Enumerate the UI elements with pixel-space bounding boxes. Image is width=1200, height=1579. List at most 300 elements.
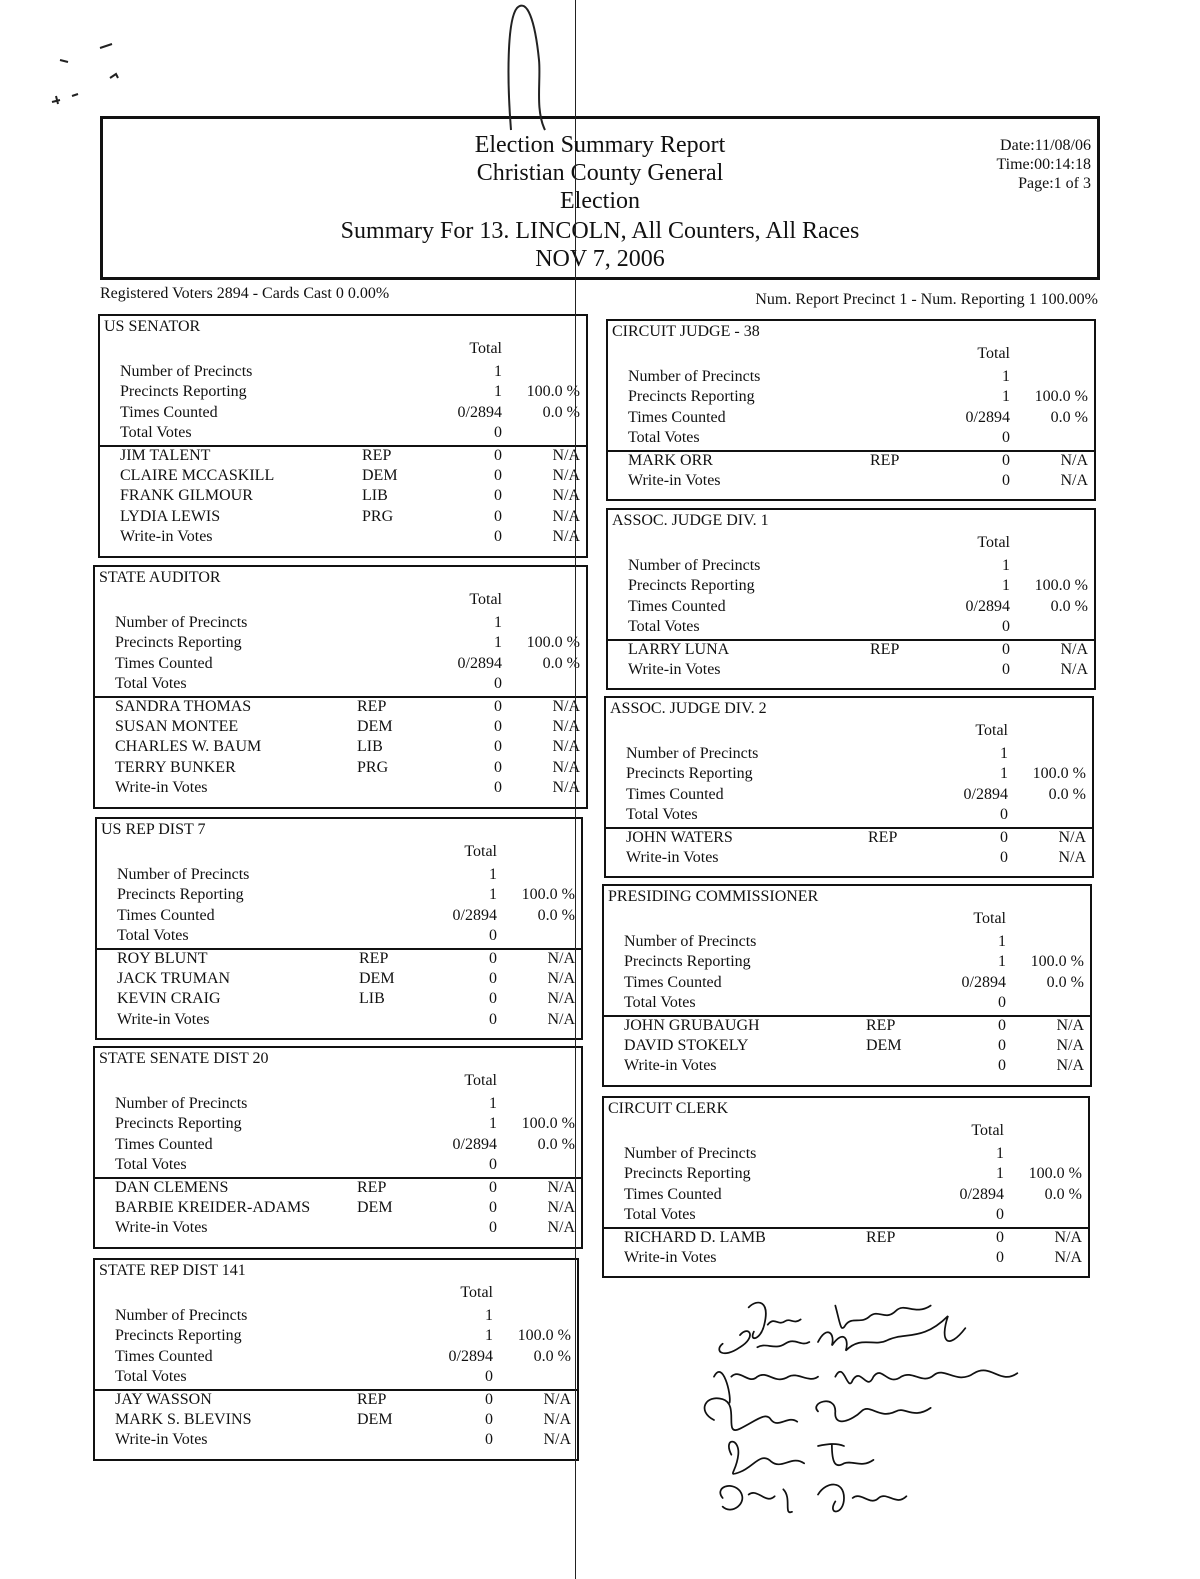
row-label: Total Votes	[117, 927, 189, 945]
party-code: DEM	[357, 718, 393, 735]
row-label: Number of Precincts	[117, 866, 250, 883]
row-label: TERRY BUNKER	[115, 758, 236, 776]
percent-value: 0.0 %	[533, 1347, 571, 1365]
times-counted-row	[95, 1135, 581, 1155]
race-assoc-judge-div-1	[606, 508, 1096, 690]
total-value: 0	[494, 446, 502, 464]
row-label: CLAIRE MCCASKILL	[120, 467, 275, 484]
meta-time: Time:00:14:18	[996, 156, 1091, 173]
percent-value: N/A	[1058, 828, 1086, 846]
row-label: Times Counted	[115, 1347, 213, 1365]
report-title: Election Summary Report	[474, 132, 726, 158]
percent-value: N/A	[547, 990, 575, 1008]
precincts-reporting-row	[608, 576, 1094, 596]
percent-value: N/A	[547, 1010, 575, 1028]
row-label: Total Votes	[115, 1156, 187, 1174]
race-circuit-judge-38	[606, 319, 1096, 501]
row-label: Precincts Reporting	[628, 388, 755, 406]
percent-value: N/A	[1054, 1249, 1082, 1266]
race-us-rep-dist-7	[95, 817, 583, 1040]
total-value: 0	[489, 990, 497, 1008]
race-title: US REP DIST 7	[101, 821, 206, 838]
total-value: 0	[485, 1411, 493, 1428]
write-in-row	[608, 471, 1094, 491]
row-label: MARK S. BLEVINS	[115, 1411, 252, 1428]
row-label: Write-in Votes	[120, 528, 213, 546]
total-value: 0/2894	[457, 654, 502, 672]
total-value: 0/2894	[963, 785, 1008, 803]
percent-value: 0.0 %	[1044, 1185, 1082, 1203]
row-label: Write-in Votes	[628, 661, 721, 678]
percent-value: N/A	[552, 758, 580, 776]
row-label: Precincts Reporting	[117, 886, 244, 904]
signatures	[660, 1290, 1080, 1550]
total-value: 0	[489, 1156, 497, 1174]
party-code: REP	[870, 640, 900, 658]
row-label: JACK TRUMAN	[117, 970, 231, 987]
candidate-row	[606, 828, 1092, 848]
percent-value: N/A	[552, 507, 580, 525]
row-label: Times Counted	[626, 785, 724, 803]
percent-value: 0.0 %	[537, 1135, 575, 1153]
total-votes-row	[608, 617, 1094, 637]
row-label: Write-in Votes	[626, 849, 719, 866]
row-label: Number of Precincts	[115, 1307, 248, 1324]
candidate-row	[100, 446, 586, 466]
party-code: DEM	[866, 1037, 902, 1054]
row-label: Total Votes	[115, 675, 187, 693]
precincts-reporting-row	[604, 952, 1090, 972]
total-value: 1	[996, 1145, 1004, 1162]
total-votes-row	[95, 1367, 577, 1387]
total-value: 0	[494, 528, 502, 546]
total-value: 1	[494, 614, 502, 631]
total-value: 0/2894	[452, 906, 497, 924]
percent-value: 100.0 %	[521, 886, 575, 904]
precincts-reporting-row	[97, 885, 581, 905]
race-title: CIRCUIT CLERK	[608, 1100, 729, 1117]
row-label: Write-in Votes	[117, 1010, 210, 1028]
write-in-row	[604, 1248, 1088, 1268]
precincts-reporting-row	[95, 633, 586, 653]
total-value: 0	[494, 697, 502, 715]
row-label: Times Counted	[624, 1185, 722, 1203]
race-title: ASSOC. JUDGE DIV. 2	[610, 700, 767, 717]
race-title: US SENATOR	[104, 318, 201, 335]
write-in-row	[95, 1218, 581, 1238]
race-title: CIRCUIT JUDGE - 38	[612, 323, 760, 340]
race-title: ASSOC. JUDGE DIV. 1	[612, 512, 769, 529]
candidate-row	[100, 486, 586, 506]
row-label: Total Votes	[624, 994, 696, 1012]
precincts-reporting-row	[100, 382, 586, 402]
candidate-row	[95, 697, 586, 717]
percent-value: 0.0 %	[542, 403, 580, 421]
candidate-row	[95, 1390, 577, 1410]
race-title: PRESIDING COMMISSIONER	[608, 888, 819, 905]
percent-value: 0.0 %	[537, 906, 575, 924]
number-of-precincts-row	[604, 932, 1090, 952]
total-value: 1	[1002, 388, 1010, 406]
total-value: 0/2894	[959, 1185, 1004, 1203]
total-value: 0/2894	[965, 408, 1010, 426]
total-value: 0	[494, 718, 502, 735]
total-value: 0	[996, 1206, 1004, 1224]
row-label: Times Counted	[115, 654, 213, 672]
report-header	[100, 116, 1100, 280]
row-label: Precincts Reporting	[624, 1165, 751, 1183]
times-counted-row	[608, 597, 1094, 617]
row-label: RICHARD D. LAMB	[624, 1228, 766, 1246]
row-label: JIM TALENT	[120, 446, 211, 464]
total-value: 0	[1002, 451, 1010, 469]
total-value: 1	[996, 1165, 1004, 1183]
percent-value: N/A	[1056, 1016, 1084, 1034]
total-value: 0/2894	[961, 973, 1006, 991]
candidate-row	[604, 1036, 1090, 1056]
total-value: 0	[1002, 429, 1010, 447]
party-code: DEM	[357, 1199, 393, 1216]
total-votes-row	[100, 423, 586, 443]
row-label: Times Counted	[115, 1135, 213, 1153]
candidate-row	[95, 1198, 581, 1218]
candidate-row	[95, 737, 586, 757]
percent-value: 0.0 %	[1050, 408, 1088, 426]
row-label: Number of Precincts	[624, 933, 757, 950]
report-county: Christian County General	[476, 160, 724, 186]
total-value: 1	[494, 363, 502, 380]
row-label: Total Votes	[115, 1368, 187, 1386]
total-value: 0	[1002, 640, 1010, 658]
number-of-precincts-row	[608, 556, 1094, 576]
write-in-row	[604, 1056, 1090, 1076]
row-label: Precincts Reporting	[120, 383, 247, 401]
scan-artifact-hook	[505, 0, 585, 140]
precincts-reporting-row	[608, 387, 1094, 407]
total-column-header: Total	[971, 1122, 1004, 1139]
total-value: 0	[485, 1431, 493, 1449]
row-label: JAY WASSON	[115, 1390, 212, 1408]
percent-value: 0.0 %	[1048, 785, 1086, 803]
party-code: REP	[868, 828, 898, 846]
percent-value: N/A	[552, 697, 580, 715]
party-code: DEM	[362, 467, 398, 484]
party-code: DEM	[357, 1411, 393, 1428]
total-value: 0	[1002, 472, 1010, 489]
percent-value: N/A	[552, 467, 580, 484]
race-title: STATE SENATE DIST 20	[99, 1050, 269, 1067]
times-counted-row	[95, 654, 586, 674]
total-votes-row	[95, 1155, 581, 1175]
total-column-header: Total	[977, 534, 1010, 551]
percent-value: N/A	[1060, 640, 1088, 658]
party-code: REP	[362, 446, 392, 464]
percent-value: N/A	[547, 1178, 575, 1196]
total-value: 0	[489, 970, 497, 987]
precincts-reporting-row	[95, 1326, 577, 1346]
row-label: FRANK GILMOUR	[120, 487, 253, 505]
total-value: 1	[998, 953, 1006, 971]
percent-value: 100.0 %	[526, 634, 580, 652]
percent-value: N/A	[552, 738, 580, 756]
row-label: Number of Precincts	[626, 745, 759, 762]
candidate-row	[97, 989, 581, 1009]
row-label: Times Counted	[120, 403, 218, 421]
percent-value: N/A	[1056, 1057, 1084, 1075]
total-column-header: Total	[464, 1072, 497, 1089]
candidate-row	[95, 1410, 577, 1430]
race-us-senator	[98, 314, 588, 558]
row-label: Precincts Reporting	[115, 634, 242, 652]
row-label: Write-in Votes	[624, 1057, 717, 1075]
total-votes-row	[97, 926, 581, 946]
percent-value: 100.0 %	[1034, 388, 1088, 406]
percent-value: N/A	[552, 446, 580, 464]
times-counted-row	[604, 973, 1090, 993]
total-column-header: Total	[460, 1284, 493, 1301]
total-value: 0	[494, 779, 502, 797]
times-counted-row	[95, 1347, 577, 1367]
percent-value: 100.0 %	[517, 1327, 571, 1345]
percent-value: 100.0 %	[1034, 577, 1088, 595]
percent-value: N/A	[547, 970, 575, 987]
total-column-header: Total	[975, 722, 1008, 739]
total-votes-row	[604, 993, 1090, 1013]
report-summary-line: Summary For 13. LINCOLN, All Counters, All Races	[340, 218, 860, 244]
meta-date: Date:11/08/06	[1000, 137, 1091, 154]
row-label: KEVIN CRAIG	[117, 990, 221, 1008]
candidate-row	[608, 451, 1094, 471]
total-value: 1	[489, 886, 497, 904]
row-label: SUSAN MONTEE	[115, 718, 239, 735]
number-of-precincts-row	[95, 1306, 577, 1326]
percent-value: N/A	[552, 487, 580, 505]
row-label: Write-in Votes	[115, 779, 208, 797]
total-votes-row	[604, 1205, 1088, 1225]
percent-value: 0.0 %	[542, 654, 580, 672]
total-value: 0/2894	[965, 597, 1010, 615]
total-value: 0	[494, 424, 502, 442]
report-date: NOV 7, 2006	[535, 246, 665, 272]
precincts-reporting-row	[95, 1114, 581, 1134]
percent-value: 0.0 %	[1046, 973, 1084, 991]
write-in-row	[97, 1010, 581, 1030]
meta-page: Page:1 of 3	[1018, 175, 1091, 192]
party-code: REP	[357, 697, 387, 715]
total-column-header: Total	[977, 345, 1010, 362]
party-code: LIB	[362, 487, 388, 505]
row-label: DAVID STOKELY	[624, 1037, 749, 1054]
percent-value: N/A	[547, 949, 575, 967]
row-label: SANDRA THOMAS	[115, 697, 252, 715]
total-value: 0	[1000, 849, 1008, 866]
candidate-row	[604, 1228, 1088, 1248]
total-value: 1	[1002, 577, 1010, 595]
total-value: 0	[489, 949, 497, 967]
times-counted-row	[604, 1185, 1088, 1205]
total-value: 0	[494, 467, 502, 484]
percent-value: N/A	[552, 528, 580, 546]
percent-value: 100.0 %	[1030, 953, 1084, 971]
total-value: 1	[1000, 745, 1008, 762]
percent-value: N/A	[1056, 1037, 1084, 1054]
party-code: PRG	[362, 507, 394, 525]
total-value: 0	[996, 1249, 1004, 1266]
row-label: Total Votes	[628, 429, 700, 447]
row-label: Total Votes	[120, 424, 192, 442]
total-value: 0	[1000, 828, 1008, 846]
candidate-row	[95, 717, 586, 737]
total-value: 1	[1002, 368, 1010, 385]
party-code: REP	[357, 1178, 387, 1196]
total-value: 0	[998, 1057, 1006, 1075]
times-counted-row	[606, 785, 1092, 805]
race-assoc-judge-div-2	[604, 696, 1094, 878]
race-state-rep-dist-141	[93, 1258, 579, 1461]
row-label: Precincts Reporting	[115, 1115, 242, 1133]
precincts-reporting-row	[604, 1164, 1088, 1184]
total-value: 0	[494, 675, 502, 693]
total-value: 0	[494, 758, 502, 776]
number-of-precincts-row	[95, 1094, 581, 1114]
row-label: Precincts Reporting	[628, 577, 755, 595]
row-label: Total Votes	[628, 618, 700, 636]
total-value: 1	[1002, 557, 1010, 574]
row-label: Number of Precincts	[628, 557, 761, 574]
write-in-row	[95, 778, 586, 798]
times-counted-row	[100, 403, 586, 423]
total-column-header: Total	[469, 340, 502, 357]
percent-value: N/A	[543, 1431, 571, 1449]
report-election: Election	[560, 188, 640, 214]
percent-value: 100.0 %	[521, 1115, 575, 1133]
scan-marks	[40, 30, 140, 120]
total-value: 0/2894	[457, 403, 502, 421]
total-votes-row	[95, 674, 586, 694]
row-label: Precincts Reporting	[626, 765, 753, 783]
candidate-row	[100, 507, 586, 527]
row-label: Write-in Votes	[624, 1249, 717, 1266]
row-label: JOHN GRUBAUGH	[624, 1016, 760, 1034]
percent-value: N/A	[1060, 661, 1088, 678]
row-label: Total Votes	[626, 806, 698, 824]
total-votes-row	[608, 428, 1094, 448]
scan-artifact-line	[575, 0, 576, 1579]
percent-value: 100.0 %	[1032, 765, 1086, 783]
total-value: 1	[494, 383, 502, 401]
times-counted-row	[608, 408, 1094, 428]
percent-value: N/A	[1060, 472, 1088, 489]
candidate-row	[95, 758, 586, 778]
row-label: Times Counted	[628, 408, 726, 426]
total-value: 1	[1000, 765, 1008, 783]
row-label: Number of Precincts	[628, 368, 761, 385]
row-label: Number of Precincts	[120, 363, 253, 380]
candidate-row	[95, 1178, 581, 1198]
row-label: Times Counted	[624, 973, 722, 991]
candidate-row	[97, 949, 581, 969]
row-label: Times Counted	[117, 906, 215, 924]
total-value: 0	[489, 1219, 497, 1237]
party-code: REP	[357, 1390, 387, 1408]
row-label: Times Counted	[628, 597, 726, 615]
total-column-header: Total	[973, 910, 1006, 927]
percent-value: N/A	[1060, 451, 1088, 469]
race-circuit-clerk	[602, 1096, 1090, 1278]
total-value: 0	[998, 1016, 1006, 1034]
row-label: LARRY LUNA	[628, 640, 730, 658]
total-value: 0	[489, 1199, 497, 1216]
party-code: LIB	[359, 990, 385, 1008]
party-code: DEM	[359, 970, 395, 987]
registered-voters-summary: Registered Voters 2894 - Cards Cast 0 0.00%	[100, 285, 390, 302]
number-of-precincts-row	[606, 744, 1092, 764]
total-value: 0	[1000, 806, 1008, 824]
times-counted-row	[97, 906, 581, 926]
total-value: 0	[998, 994, 1006, 1012]
percent-value: N/A	[552, 718, 580, 735]
reporting-summary: Num. Report Precinct 1 - Num. Reporting 1 100.00%	[755, 291, 1098, 308]
total-column-header: Total	[464, 843, 497, 860]
total-value: 1	[494, 634, 502, 652]
total-column-header: Total	[469, 591, 502, 608]
race-state-senate-dist-20	[93, 1046, 583, 1249]
row-label: BARBIE KREIDER-ADAMS	[115, 1199, 311, 1216]
row-label: LYDIA LEWIS	[120, 507, 221, 525]
race-title: STATE AUDITOR	[99, 569, 221, 586]
write-in-row	[95, 1430, 577, 1450]
total-value: 1	[485, 1307, 493, 1324]
total-value: 0	[494, 738, 502, 756]
percent-value: N/A	[547, 1219, 575, 1237]
write-in-row	[100, 527, 586, 547]
total-value: 1	[485, 1327, 493, 1345]
candidate-row	[608, 640, 1094, 660]
party-code: REP	[866, 1228, 896, 1246]
row-label: Number of Precincts	[115, 1095, 248, 1112]
row-label: Total Votes	[624, 1206, 696, 1224]
total-value: 0	[998, 1037, 1006, 1054]
row-label: Number of Precincts	[115, 614, 248, 631]
total-value: 0	[494, 487, 502, 505]
precincts-reporting-row	[606, 764, 1092, 784]
number-of-precincts-row	[608, 367, 1094, 387]
total-value: 1	[489, 1095, 497, 1112]
row-label: Precincts Reporting	[624, 953, 751, 971]
row-label: Write-in Votes	[628, 472, 721, 489]
percent-value: 100.0 %	[526, 383, 580, 401]
percent-value: N/A	[543, 1390, 571, 1408]
row-label: DAN CLEMENS	[115, 1178, 229, 1196]
total-value: 0	[489, 1178, 497, 1196]
number-of-precincts-row	[604, 1144, 1088, 1164]
row-label: JOHN WATERS	[626, 828, 733, 846]
total-value: 0/2894	[448, 1347, 493, 1365]
race-title: STATE REP DIST 141	[99, 1262, 246, 1279]
row-label: Write-in Votes	[115, 1219, 208, 1237]
percent-value: N/A	[1058, 849, 1086, 866]
row-label: Number of Precincts	[624, 1145, 757, 1162]
race-presiding-commissioner	[602, 884, 1092, 1087]
total-value: 0	[996, 1228, 1004, 1246]
percent-value: 100.0 %	[1028, 1165, 1082, 1183]
percent-value: N/A	[547, 1199, 575, 1216]
row-label: CHARLES W. BAUM	[115, 738, 262, 756]
percent-value: N/A	[543, 1411, 571, 1428]
total-value: 1	[489, 866, 497, 883]
total-value: 0	[485, 1390, 493, 1408]
number-of-precincts-row	[97, 865, 581, 885]
